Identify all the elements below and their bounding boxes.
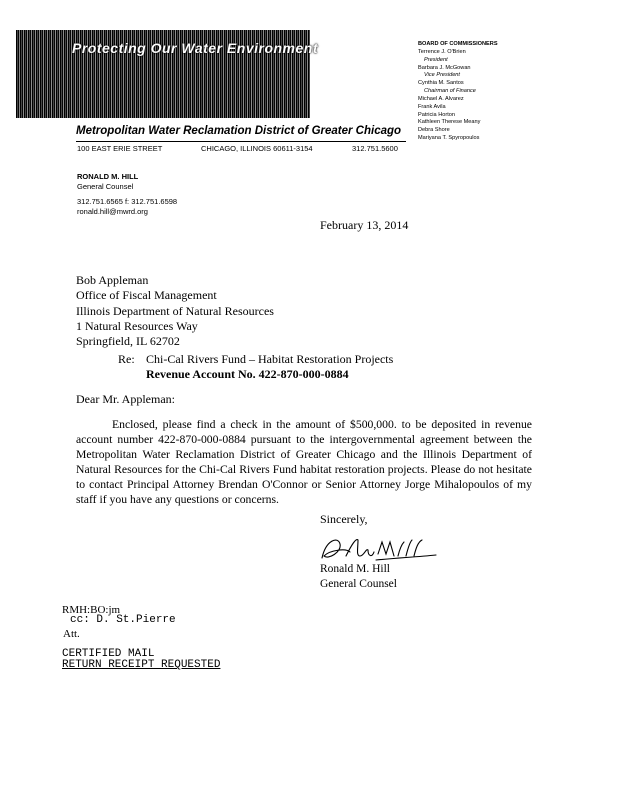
board-member: Patricia Horton: [418, 111, 455, 118]
main-phone: 312.751.5600: [352, 144, 398, 153]
re-subject-block: [146, 352, 393, 382]
signer-name: Ronald M. Hill: [320, 563, 390, 575]
board-member: Debra Shore: [418, 127, 450, 134]
banner-slogan: Protecting Our Water Environment: [72, 40, 318, 56]
organization-name: Metropolitan Water Reclamation District of Greater Chicago: [76, 125, 402, 137]
recipient-line: Office of Fiscal Management: [76, 288, 217, 303]
carbon-copy: cc: D. St.Pierre: [70, 614, 176, 626]
street-address: 100 EAST ERIE STREET: [77, 144, 163, 153]
letter-date: February 13, 2014: [320, 218, 409, 232]
board-member: Cynthia M. Santos: [418, 80, 464, 87]
recipient-address: [76, 273, 274, 349]
board-member-role: President: [424, 56, 448, 63]
certified-mail: CERTIFIED MAIL: [62, 648, 155, 660]
re-subject: Chi-Cal Rivers Fund – Habitat Restoration Projects: [146, 352, 394, 366]
board-member-role: Vice President: [424, 72, 460, 79]
return-receipt: RETURN RECEIPT REQUESTED: [62, 659, 221, 671]
recipient-line: Springfield, IL 62702: [76, 334, 180, 349]
board-member: Mariyana T. Spyropoulos: [418, 135, 480, 142]
salutation: Dear Mr. Appleman:: [76, 392, 175, 406]
board-heading: BOARD OF COMMISSIONERS: [418, 41, 498, 47]
board-member-role: Chairman of Finance: [424, 88, 476, 95]
re-label: Re:: [118, 352, 135, 366]
letter-body: Enclosed, please find a check in the amount of $500,000. to be deposited in revenue account number 422-870-000-0884 pursuant to the intergovernmental agreement between the Metropolitan Water Reclamation District of Greater Chicago and the Illinois Department of Natural Resources for the Chi-Cal Rivers Fund habitat restoration projects. Please do not hesitate to contact Principal Attorney Brendan O'Connor or Senior Attorney Jorge Mihalopoulos of my staff if you have any questions or concerns.: [76, 418, 532, 506]
sender-name: RONALD M. HILL: [77, 172, 139, 181]
signature-stroke: [322, 540, 436, 560]
re-account-number: Revenue Account No. 422-870-000-0884: [146, 367, 349, 381]
recipient-line: Bob Appleman: [76, 273, 149, 287]
board-member: Michael A. Alvarez: [418, 95, 464, 102]
sender-title: General Counsel: [77, 181, 134, 191]
board-of-commissioners: [418, 41, 498, 143]
board-member: Kathleen Therese Meany: [418, 119, 481, 126]
sender-phone-fax: 312.751.6565 f: 312.751.6598: [77, 197, 178, 206]
closing: Sincerely,: [320, 512, 368, 526]
signer-title: General Counsel: [320, 577, 397, 590]
attachment-note: Att.: [63, 628, 80, 640]
sender-block: [77, 172, 177, 216]
city-state-zip: CHICAGO, ILLINOIS 60611-3154: [201, 144, 313, 153]
typist-initials: RMH:BO:jm: [62, 604, 121, 616]
letterhead-divider: [76, 141, 406, 142]
board-member: Barbara J. McGowan: [418, 64, 471, 71]
signer-block: [320, 562, 397, 591]
board-member: Frank Avila: [418, 103, 446, 110]
handwritten-signature: [316, 530, 446, 566]
sender-email: ronald.hill@mwrd.org: [77, 206, 148, 216]
board-member: Terrence J. O'Brien: [418, 48, 466, 55]
recipient-line: Illinois Department of Natural Resources: [76, 303, 274, 318]
recipient-line: 1 Natural Resources Way: [76, 318, 198, 333]
mailing-instructions: [62, 649, 220, 671]
